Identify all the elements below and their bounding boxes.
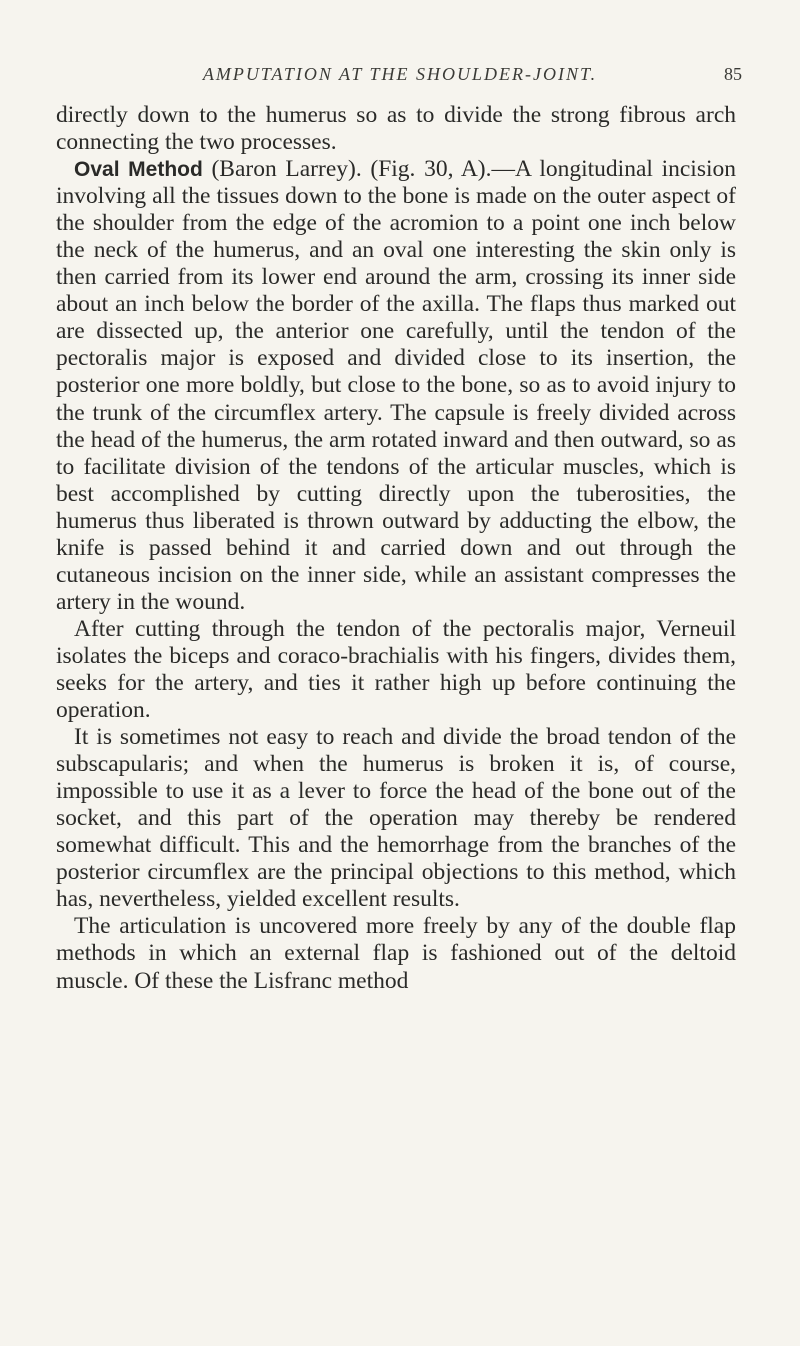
paragraph-text: It is sometimes not easy to reach and divide the broad tendon of the subscapularis; and when the humerus is broken it is, of course, impossible to use it as a lever to force the head of the bone out of the socket, and this part of the operation may thereby be rendered somewhat difficult. This and the hemorrhage from the branches of the posterior circumflex are the principal objections to this method, which has, nevertheless, yielded excellent results. <box>56 724 736 913</box>
paragraph-continuation <box>56 102 736 156</box>
running-head <box>118 64 742 90</box>
page-number: 85 <box>724 64 742 84</box>
section-run-in-heading: Oval Method <box>74 158 203 182</box>
paragraph-text: The articulation is uncovered more freely by any of the double flap methods in which an external flap is fashioned out of the deltoid muscle. Of these the Lisfranc method <box>56 913 736 994</box>
body-text <box>56 102 736 995</box>
paragraph-text: After cutting through the tendon of the pectoralis major, Verneuil isolates the biceps and coraco-brachialis with his fingers, divides them, seeks for the artery, and ties it rather high up before continuing the operation. <box>56 615 736 724</box>
paragraph-double-flap <box>56 913 736 994</box>
paragraph-verneuil <box>56 616 736 724</box>
paragraph-difficulties <box>56 724 736 913</box>
paragraph-text: directly down to the humerus so as to divide the strong fibrous arch connecting the two processes. <box>56 102 736 156</box>
paragraph-oval-method <box>56 156 736 616</box>
running-title: AMPUTATION AT THE SHOULDER-JOINT. <box>202 64 598 84</box>
paragraph-text: (Baron Larrey). (Fig. 30, A).—A longitudinal incision involving all the tissues down to the bone is made on the outer aspect of the shoulder from the edge of the acromion to a point one inch below the neck of the humerus, and an oval one interesting the skin only is then carried from its lower end around the arm, crossing its inner side about an inch below the border of the axilla. The flaps thus marked out are dissected up, the anterior one carefully, until the tendon of the pectoralis major is exposed and divided close to its insertion, the posterior one more boldly, but close to the bone, so as to avoid injury to the trunk of the circumflex artery. The capsule is freely divided across the head of the humerus, the arm rotated inward and then outward, so as to facilitate division of the tendons of the articular muscles, which is best accomplished by cutting directly upon the tuberosities, the humerus thus liberated is thrown outward by adducting the elbow, the knife is passed behind it and carried down and out through the cutaneous incision on the inner side, while an assistant compresses the artery in the wound. <box>56 156 736 615</box>
